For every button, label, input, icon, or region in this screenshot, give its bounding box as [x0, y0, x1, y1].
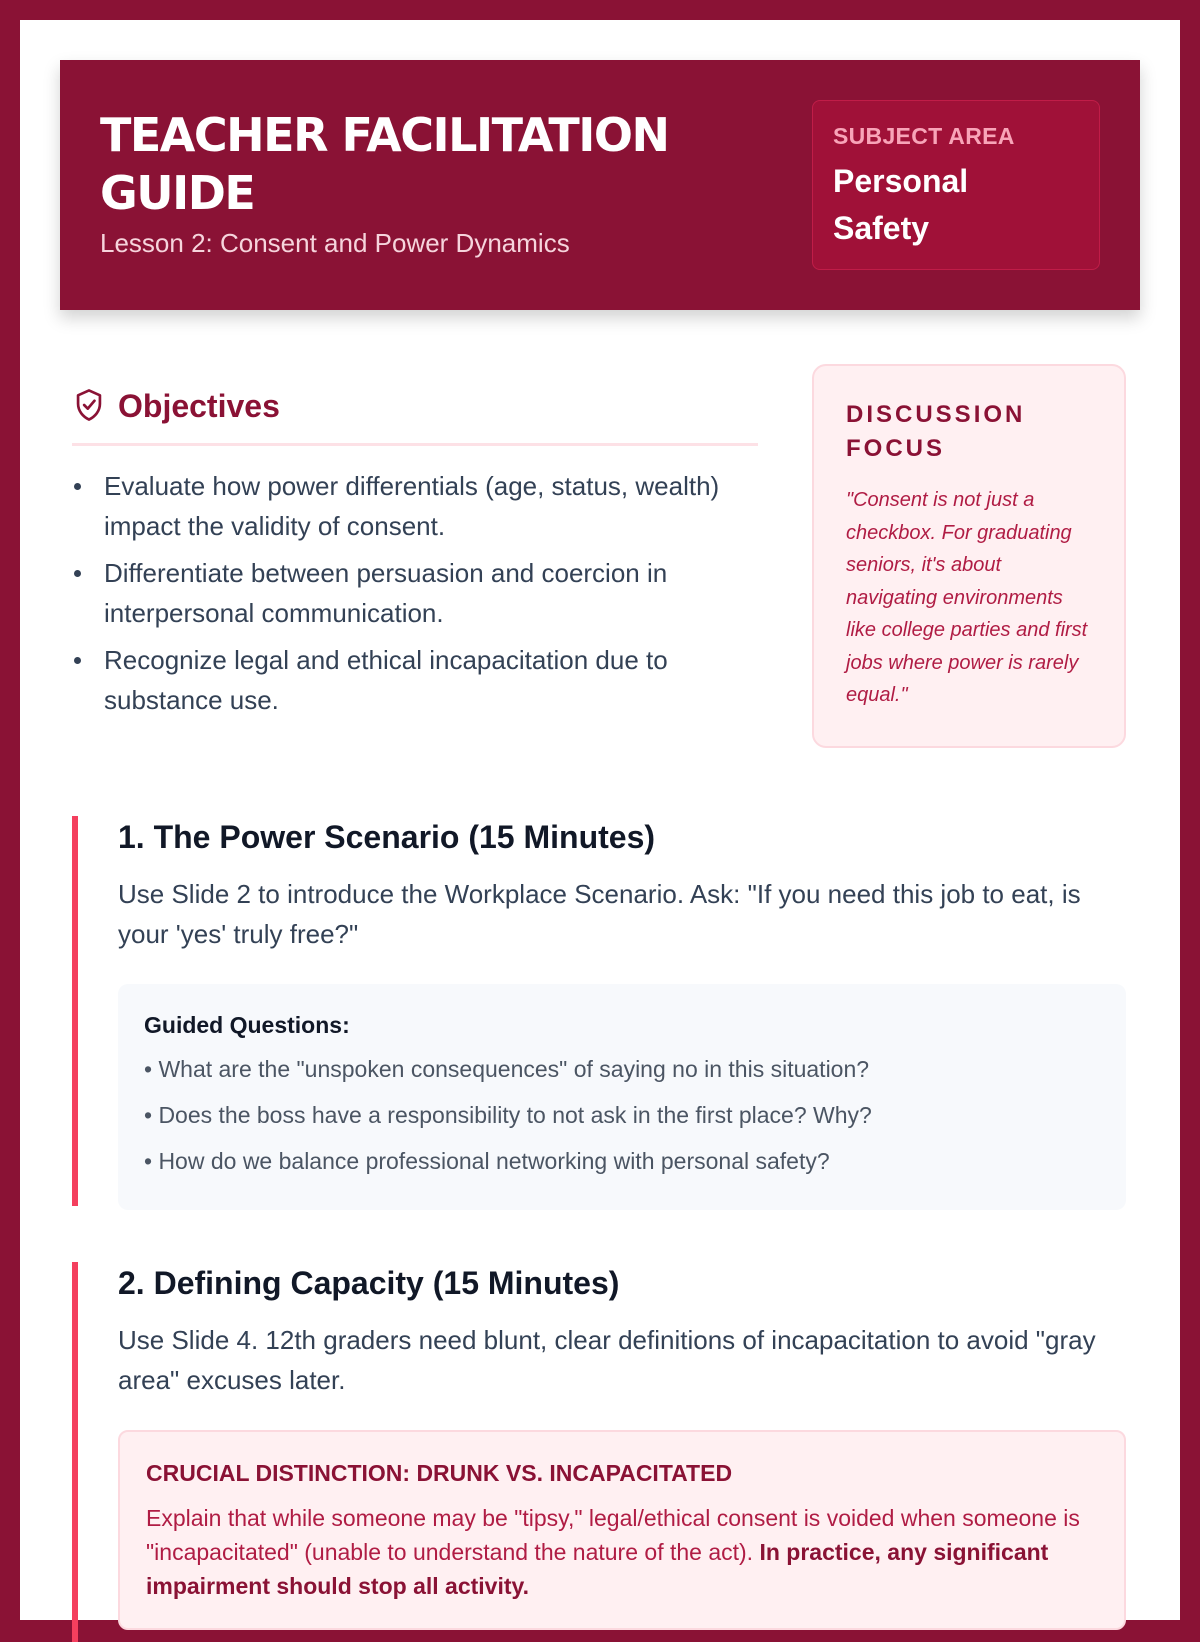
discussion-focus-quote: "Consent is not just a checkbox. For graduating seniors, it's about navigating environments like college parties and first jobs where power is rarely equal.": [846, 489, 1088, 706]
lesson-subtitle: Lesson 2: Consent and Power Dynamics: [100, 228, 570, 258]
objectives-title: Objectives: [118, 388, 280, 424]
page-title: TEACHER FACILITATION GUIDE: [100, 108, 669, 220]
subject-area-label: SUBJECT AREA: [833, 123, 1015, 149]
section-title: 1. The Power Scenario (15 Minutes): [118, 819, 656, 855]
callout-title: CRUCIAL DISTINCTION: DRUNK VS. INCAPACITATED: [146, 1460, 733, 1486]
list-item: Recognize legal and ethical incapacitation due to substance use.: [104, 640, 758, 720]
page-sheet: [20, 20, 1180, 1620]
section-text: Use Slide 2 to introduce the Workplace Scenario. Ask: "If you need this job to eat, is your 'yes' truly free?": [118, 879, 1081, 949]
section-power-scenario: [72, 816, 1126, 1206]
callout-text: [146, 1501, 1098, 1603]
guided-question-item: • How do we balance professional networking with personal safety?: [144, 1148, 830, 1174]
callout-body: Explain that while someone may be "tipsy," legal/ethical consent is voided when someone is "incapacitated" (unable to understand the nature of the act).: [146, 1505, 1080, 1565]
shield-check-icon: [74, 388, 104, 422]
section-title: 2. Defining Capacity (15 Minutes): [118, 1265, 620, 1301]
subject-area-value: Personal Safety: [833, 163, 969, 246]
subject-area-card: [812, 100, 1100, 270]
guided-questions-title: Guided Questions:: [144, 1012, 350, 1038]
list-item: Differentiate between persuasion and coercion in interpersonal communication.: [104, 553, 758, 633]
header-banner: [60, 60, 1140, 310]
objectives-list: [104, 466, 758, 727]
guided-question-item: • What are the "unspoken consequences" of saying no in this situation?: [144, 1056, 870, 1082]
discussion-focus-card: [812, 364, 1126, 748]
guided-questions-box: [118, 984, 1126, 1210]
callout-emphasis: In practice, any significant impairment should stop all activity.: [146, 1539, 1049, 1599]
section-text: Use Slide 4. 12th graders need blunt, clear definitions of incapacitation to avoid "gray area" excuses later.: [118, 1325, 1096, 1395]
objectives-heading: [72, 368, 758, 446]
section-defining-capacity: [72, 1262, 1126, 1642]
list-item: Evaluate how power differentials (age, status, wealth) impact the validity of consent.: [104, 466, 758, 546]
crucial-distinction-callout: [118, 1430, 1126, 1630]
discussion-focus-title: DISCUSSION FOCUS: [846, 401, 1026, 462]
guided-question-item: • Does the boss have a responsibility to not ask in the first place? Why?: [144, 1102, 872, 1128]
